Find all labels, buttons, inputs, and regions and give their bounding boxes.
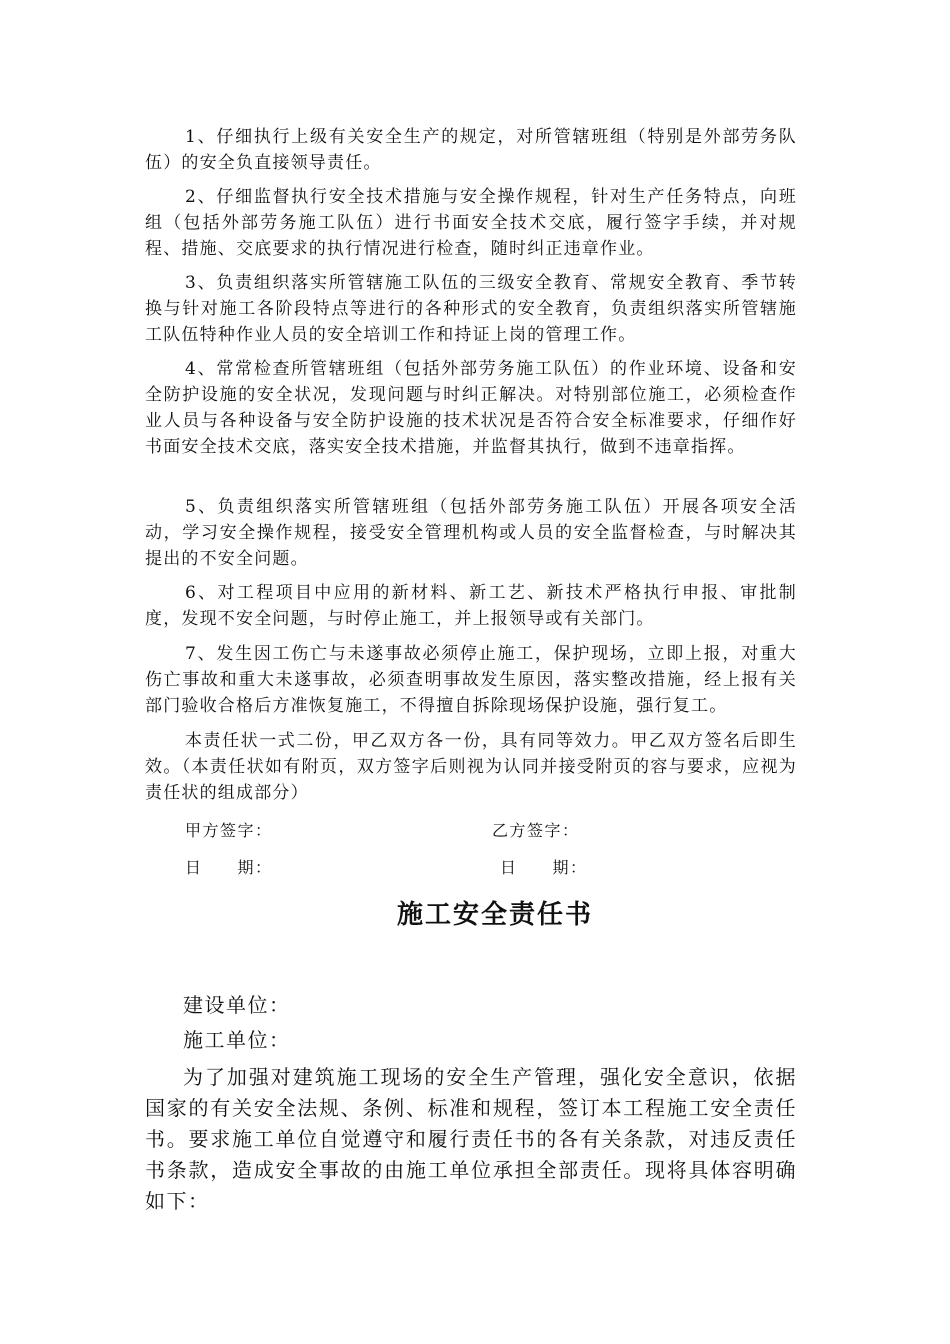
clause-7: 7、发生因工伤亡与未遂事故必须停止施工，保护现场，立即上报，对重大伤亡事故和重大未遂事故，必须查明事故发生原因，落实整改措施，经上报有关部门验收合格后方准恢复施工，不得擅自拆除现场保护设施，强行复工。	[145, 644, 797, 716]
construction-unit-label: 建设单位：	[183, 993, 291, 1017]
party-a-signature-label: 甲方签字：	[185, 821, 273, 840]
contractor-unit-label: 施工单位：	[183, 1028, 291, 1052]
document-title: 施工安全责任书	[396, 900, 593, 930]
clause-6: 6、对工程项目中应用的新材料、新工艺、新技术严格执行申报、审批制度，发现不安全问题，与时停止施工，并上报领导或有关部门。	[145, 583, 797, 629]
clause-3: 3、负责组织落实所管辖施工队伍的三级安全教育、常规安全教育、季节转换与针对施工各阶段特点等进行的各种形式的安全教育，负责组织落实所管辖施工队伍特种作业人员的安全培训工作和持证上岗的管理工作。	[145, 273, 797, 345]
clause-4: 4、常常检查所管辖班组（包括外部劳务施工队伍）的作业环境、设备和安全防护设施的安全状况，发现问题与时纠正解决。对特别部位施工，必须检查作业人员与各种设备与安全防护设施的技术状况是否符合安全标准要求，仔细作好书面安全技术交底，落实安全技术措施，并监督其执行，做到不违章指挥。	[145, 359, 797, 457]
intro-paragraph: 为了加强对建筑施工现场的安全生产管理，强化安全意识，依据国家的有关安全法规、条例、标准和规程，签订本工程施工安全责任书。要求施工单位自觉遵守和履行责任书的各有关条款，对违反责任书条款，造成安全事故的由施工单位承担全部责任。现将具体容明确如下：	[145, 1065, 797, 1213]
closing-statement: 本责任状一式二份，甲乙双方各一份，具有同等效力。甲乙双方签名后即生效。（本责任状如有附页，双方签字后则视为认同并接受附页的容与要求，应视为责任状的组成部分）	[145, 731, 797, 803]
party-b-date-label: 日 期：	[500, 858, 588, 877]
clause-2: 2、仔细监督执行安全技术措施与安全操作规程，针对生产任务特点，向班组（包括外部劳务施工队伍）进行书面安全技术交底，履行签字手续，并对规程、措施、交底要求的执行情况进行检查，随时纠正违章作业。	[145, 187, 797, 259]
party-b-signature-label: 乙方签字：	[492, 821, 580, 840]
clause-1: 1、仔细执行上级有关安全生产的规定，对所管辖班组（特别是外部劳务队伍）的安全负直接领导责任。	[145, 127, 797, 173]
clause-5: 5、负责组织落实所管辖班组（包括外部劳务施工队伍）开展各项安全活动，学习安全操作规程，接受安全管理机构或人员的安全监督检查，与时解决其提出的不安全问题。	[145, 497, 797, 569]
party-a-date-label: 日 期：	[185, 858, 273, 877]
